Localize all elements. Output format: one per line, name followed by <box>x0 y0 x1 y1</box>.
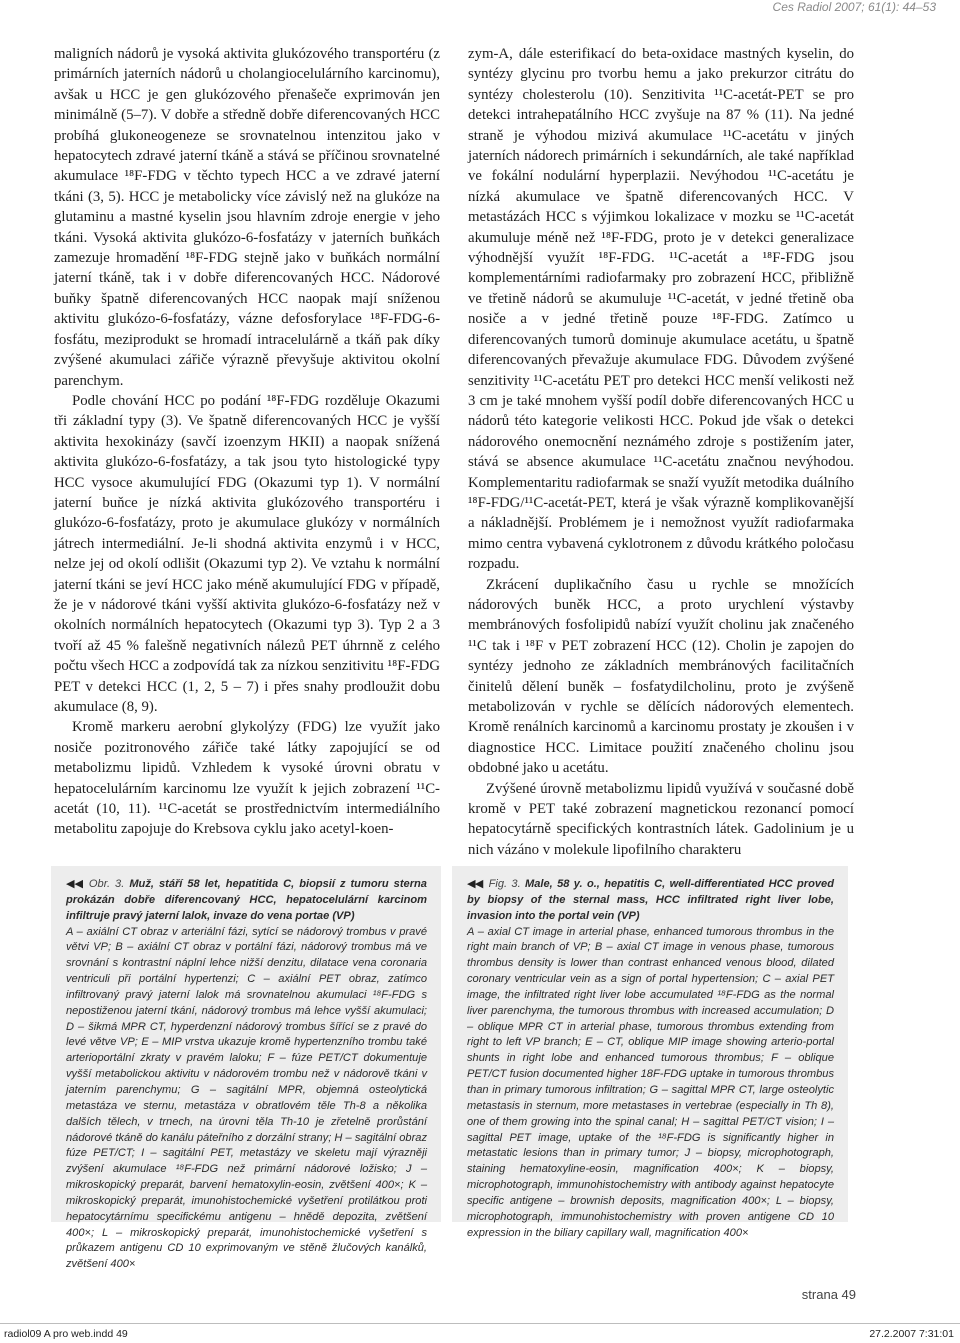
caption-title: Muž, stáří 58 let, hepatitida C, biopsií z tumoru sterna prokázán dobře diferencovaný HCC, hepatocelulární karcinom infiltruje pravý jaterní lalok, invaze do vena portae (VP) <box>66 878 427 922</box>
figure-caption-czech <box>51 866 441 1271</box>
figure-label: Fig. 3. <box>488 878 521 890</box>
page-number: strana 49 <box>801 1287 856 1302</box>
caption-title: Male, 58 y. o., hepatitis C, well-differentiated HCC proved by biopsy of the sternal mass, HCC infiltrated right liver lobe, invasion into the portal vein (VP) <box>467 878 835 922</box>
double-arrow-left-icon: ◀◀ <box>467 878 483 890</box>
paragraph: Zvýšené úrovně metabolizmu lipidů využívá v současné době kromě v PET také zobrazení magnetickou rezonancí pomocí hepatocytárně specifických kontrastních látek. Gadolinium je u nich vázáno v molekule lipofilního charakteru <box>468 780 854 858</box>
paragraph: maligních nádorů je vysoká aktivita glukózového transportéru (z primárních jaterních nádorů u cholangiocelulárního karcinomu), avšak u HCC je gen glukózového přenašeče exprimován jen minimálně (5–7). V dobře a středně dobře diferencovaných HCC probíhá glukoneogeneze se srovnatelnou intenzitou jako v hepatocytech zdravé jaterní tkáně a stává se příčinou srovnatelné akumulace ¹⁸F-FDG v těchto typech HCC a ve zdravé jaterní tkáni (3, 5). HCC je metabolicky více závislý než na glukóze na glutaminu a mastné kyselin jsou hlavním zdroje energie v jeho tkáni. Vysoká aktivita glukózo-6-fosfatázy v jaterních buňkách zamezuje hromadění ¹⁸F-FDG stejně jako v buňkách normální jaterní tkáně, tak i v dobře diferencovaných HCC. Nádorové buňky špatně diferencovaných HCC naopak mají sníženou aktivitu glukózo-6-fosfatázy, vázne defosforylace ¹⁸F-FDG-6-fosfátu, meziprodukt se hromadí intracelulárně a tkáň pak díky zvýšené akumulaci zářiče výrazně převyšuje aktivitou okolní parenchym. <box>54 46 440 389</box>
caption-body: A – axiální CT obraz v arteriální fázi, sytící se nádorový trombus v pravé větvi VP; B – axiální CT obraz v portální fázi, nádorový trombus má ve srovnání s kontrastní náplní lehce nižší denzitu, dilatace vena coronaria ventriculi při portální hypertenzi; C – axiální PET obraz, zatímco infiltrovaný pravý jaterní lalok má srovnatelnou akumulaci ¹⁸F-FDG s nepostiženou jaterní tkání, nádorový trombus má lehce vyšší akumulaci; D – šikmá MPR CT, hyperdenzní nádorový trombus šířící se z pravé do levé větve VP; E – MIP vrstva ukazuje kromě hypertenzního trombu také arterioportální zkraty v pravém laloku; F – fúze PET/CT dokumentuje vyšší metabolickou aktivitu v nádorovém trombu než v nádorově tkáni v jaterním parenchymu; G – sagitální MPR, objemná osteolytická metastáza ve sternu, metastáza v obratlovém těle Th-8 a několika dalších tělech, v trnech, na úrovni těla Th-10 je zřetelně prorůstání nádorové tkáně do kanálu páteřního z dorzální strany; H – sagitální obraz fúze PET/CT; I – sagitální PET, metastázy ve skeletu mají výrazněji zvýšení akumulace ¹⁸F-FDG než primární nádorové ložisko; J – mikroskopický preparát, barvení hematoxylin-eosin, zvětšení 400×; K – mikroskopický preparát, imunohistochemické vyšetření protilátkou proti hepatocytárnímu specifickému antigenu – hnědě depozita, zvětšení 400×; L – mikroskopický preparát, imunohistochemické vyšetření s průkazem antigenu CD 10 exprimovaným ve stěně žlučových kanálků, zvětšení 400× <box>66 925 427 1271</box>
journal-reference: Ces Radiol 2007; 61(1): 44–53 <box>772 0 936 14</box>
caption-body: A – axial CT image in arterial phase, enhanced tumorous thrombus in the right main branch of VP; B – axial CT image in venous phase, tumorous thrombus density is lower than contrast enhanced venous blood, dilated coronary ventricular vein as a sign of portal hypertension; C – axial PET image, the infiltrated right liver lobe accumulated ¹⁸F-FDG as the normal liver parenchyma, the tumorous thrombus with increased accumulation; D – oblique MPR CT in arterial phase, tumorous thrombus extending from right to left VP branch; E – CT, oblique MIP image showing arterio-portal shunts in right lobe and enhanced tumorous thrombus; F – oblique PET/CT fusion documented higher 18F-FDG uptake in tumorous thrombus than in primary tumorous infiltration; G – sagittal MPR CT, large osteolytic metastasis in sternum, more metastases in vertebrae (especially in Th 8), one of them growing into the spinal canal; H – sagittal PET/CT vision; I – sagittal PET image, uptake of the ¹⁸F-FDG is significantly higher in metastatic lesions than in primary tumor; J – biopsy, microphotograph, staining hematoxyline-eosin, magnification 400×; K – biopsy, microphotograph, immunohistochemistry with antibody against hepatocyte specific antigene – brownish deposits, magnification 400×; L – biopsy, microphotograph, immunohistochemistry with proven antigene CD 10 expression in the biliary capillary wall, magnification 400× <box>467 925 834 1239</box>
footer-divider <box>0 1323 960 1324</box>
double-arrow-left-icon: ◀◀ <box>66 878 83 890</box>
footer-file-info: radiol09 A pro web.indd 49 <box>4 1328 128 1340</box>
paragraph: Zkrácení duplikačního času u rychle se množících nádorových buněk HCC, a proto urychlení výstavby membránových fosfolipidů nabízí využít cholinu jak značeného ¹¹C tak i ¹⁸F v PET zobrazení HCC (12). Cholin je zapojen do syntézy jednoho ze základních membránových facilitačních činitelů dělení buněk – fosfatydilcholinu, proto je zvýšeně metabolizován v rychle se dělících nádorových elementech. Kromě renálních karcinomů a karcinomu prostaty je zkoušen i v diagnostice HCC. Limitace použití značeného cholinu jsou obdobné jako u acetátu. <box>468 576 854 777</box>
figure-caption-english <box>452 866 848 1239</box>
footer-date-info: 27.2.2007 7:31:01 <box>869 1328 954 1340</box>
left-text-column <box>54 44 440 840</box>
paragraph: Kromě markeru aerobní glykolýzy (FDG) lze využít jako nosiče pozitronového zářiče také látky zapojující se od metabolizmu lipidů. Vzhledem k vysoké úrovni obratu v hepatocelulárním karcinomu lze využít k jejich zobrazení ¹¹C-acetát (10, 11). ¹¹C-acetát se prostřednictvím intermediálního metabolitu zapojuje do Krebsova cyklu jako acetyl-koen- <box>54 719 440 838</box>
right-text-column <box>468 44 854 860</box>
paragraph: zym-A, dále esterifikací do beta-oxidace mastných kyselin, do syntézy glycinu pro tvorbu hemu a jako prekurzor citrátu do syntézy cholesterolu (10). Senzitivita ¹¹C-acetát-PET se pro detekci intrahepatálního HCC zvyšuje na 87 % (11). Na jedné straně je výhodou mizivá akumulace ¹¹C-acetátu v jiných jaterních nádorech primárních i sekundárních, ale také například ve fokální nodulární hyperplazii. Nevýhodou ¹¹C-acetátu je nízká akumulace ve špatně diferencovaných HCC. V metastázách HCC s výjimkou lokalizace v mozku se ¹¹C-acetát akumuluje méně než ¹⁸F-FDG, proto je v detekci generalizace výhodnější využít ¹⁸F-FDG. ¹¹C-acetát a ¹⁸F-FDG jsou komplementárními radiofarmaky pro zobrazení HCC, přibližně ve třetině nádorů se akumuluje ¹¹C-acetát, v jedné třetině oba nosiče a v jedné třetině pouze ¹⁸F-FDG. Zatímco u diferencovaných tumorů dominuje akumulace acetátu, u špatně diferencovaných převažuje akumulace FDG. Důvodem zvýšené senzitivity ¹¹C-acetátu PET pro detekci HCC menší velikosti než 3 cm je také mnohem vyšší podíl dobře diferencovaných HCC u nádorů této kategorie velikosti HCC. Pokud jde však o detekci nádorového onemocnění neznámého zdroje s postižením jater, stává se absence akumulace ¹¹C-acetátu značnou nevýhodou. Komplementaritu radiofarmak se snaží využít metodika duálního ¹⁸F-FDG/¹¹C-acetát-PET, která je však výrazně komplikovanější a nákladnější. Problémem je i nemožnost využít radiofarmaka mimo centra vybavená cyklotronem z důvodu krátkého poločasu rozpadu. <box>468 46 854 573</box>
figure-label: Obr. 3. <box>88 878 125 890</box>
paragraph: Podle chování HCC po podání ¹⁸F-FDG rozděluje Okazumi tři základní typy (3). Ve špatně diferencovaných HCC je vyšší aktivita hexokinázy (savčí izoenzym HKII) a naopak snížená aktivita glukózo-6-fosfatázy, a tak jsou tyto histologické typy HCC vysoce akumulující FDG (Okazumi typ 1). V normální jaterní buňce je nízká aktivita glukózového transportéru i glukózo-6-fosfatázy, proto je akumulace glukózy v normálních játrech intermediální. Je-li shodná aktivita enzymů i v HCC, nelze jej od okolí odlišit (Okazumi typ 2). Ve vztahu k normální jaterní tkáni se jeví HCC jako méně akumulující FDG v případě, že je v nádorové tkáni vyšší aktivita glukózo-6-fosfatázy než v okolních normálních hepatocytech (Okazumi typ 3). Typ 2 a 3 tvoří až 45 % falešně negativních nálezů PET úhrnně z celého počtu všech HCC a zodpovídá tak za nízkou senzitivitu ¹⁸F-FDG PET v detekci HCC (1, 2, 5 – 7) i přes snahy prodloužit dobu akumulace (8, 9). <box>54 392 440 715</box>
